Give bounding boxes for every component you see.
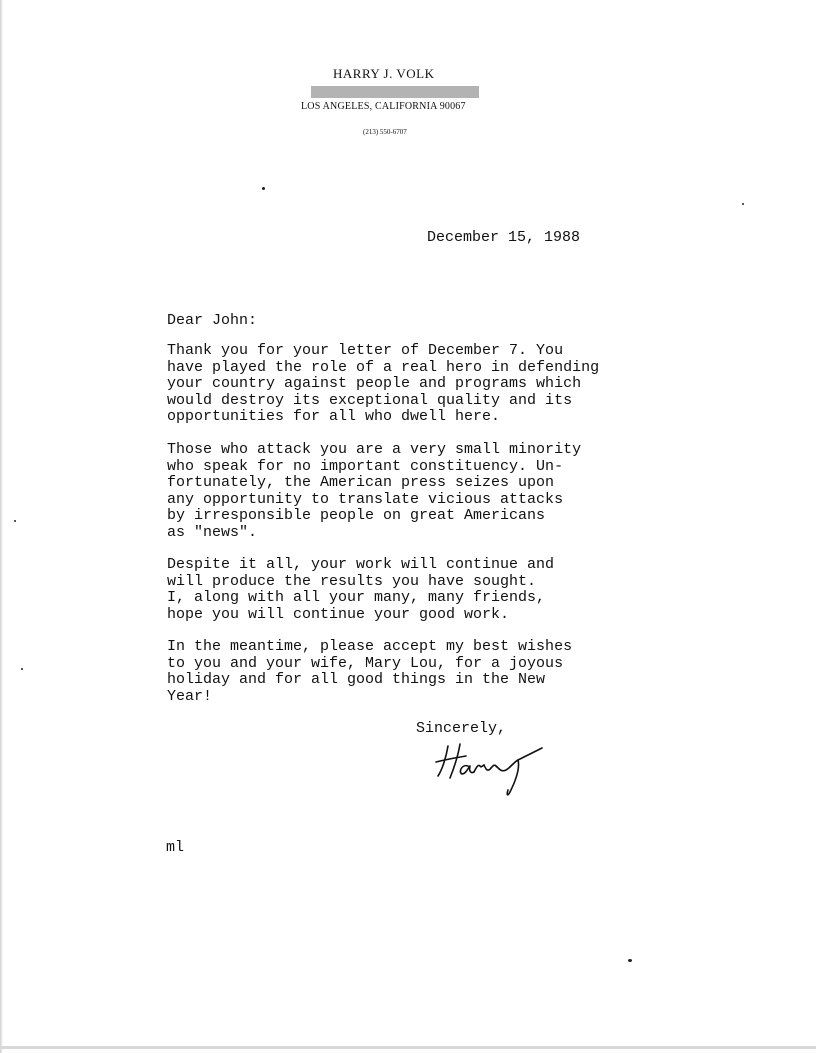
scan-speck — [21, 668, 23, 670]
closing: Sincerely, — [416, 720, 507, 737]
page-left-edge — [0, 0, 3, 1053]
letterhead-phone: (213) 550-6707 — [363, 128, 407, 136]
handwritten-signature — [434, 740, 549, 802]
scan-speck — [262, 187, 265, 190]
redaction-bar — [311, 86, 479, 98]
page-bottom-edge — [0, 1046, 816, 1049]
body-paragraph-2: Those who attack you are a very small minority who speak for no important constituency. Un- fortunately, the American press seizes upon any opportunity to translate vicious attacks by irresponsible people on great Americans as "news". — [167, 441, 582, 541]
body-paragraph-3: Despite it all, your work will continue and will produce the results you have sought. I, along with all your many, many friends, hope you will continue your good work. — [167, 556, 555, 623]
body-paragraph-1: Thank you for your letter of December 7. You have played the role of a real hero in defending your country against people and programs which would destroy its exceptional quality and its opportunities for all who dwell here. — [167, 342, 600, 425]
body-paragraph-4: In the meantime, please accept my best wishes to you and your wife, Mary Lou, for a joyous holiday and for all good things in the New Year! — [167, 638, 573, 705]
letterhead-name: HARRY J. VOLK — [333, 66, 435, 81]
letter-date: December 15, 1988 — [427, 229, 581, 246]
salutation: Dear John: — [167, 312, 258, 329]
scan-speck — [628, 959, 632, 962]
typist-initials: ml — [166, 839, 185, 856]
scan-speck — [742, 203, 744, 205]
letterhead-address: LOS ANGELES, CALIFORNIA 90067 — [301, 101, 466, 112]
scan-speck — [14, 520, 16, 522]
